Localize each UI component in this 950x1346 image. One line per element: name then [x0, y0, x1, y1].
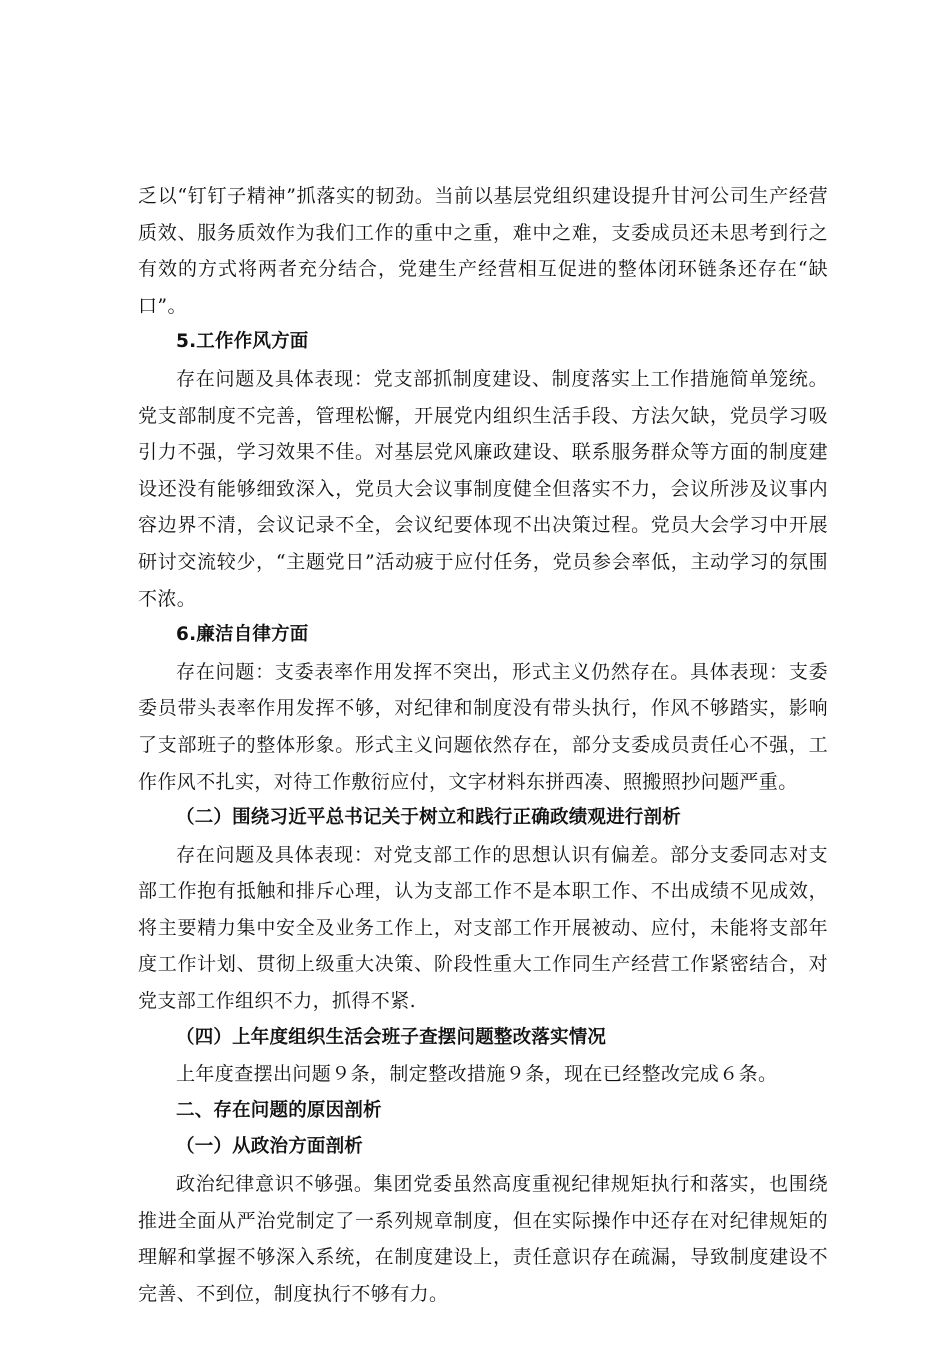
heading-integrity: 6.廉洁自律方面: [176, 624, 309, 646]
paragraph-performance-view: 存在问题及具体表现：对党支部工作的思想认识有偏差。部分支委同志对支部工作抱有抵触和排斥心理，认为支部工作不是本职工作、不出成绩不见成效，将主要精力集中安全及业务工作上，对支部工作开展被动、应付，未能将支部年度工作计划、贯彻上级重大决策、阶段性重大工作同生产经营工作紧密结合，对党支部工作组织不力，抓得不紧.: [138, 843, 828, 1013]
heading-political-analysis: （一）从政治方面剖析: [176, 1136, 364, 1158]
paragraph-rectification: 上年度查摆出问题９条，制定整改措施９条，现在已经整改完成６条。: [176, 1063, 778, 1086]
heading-performance-view: （二）围绕习近平总书记关于树立和践行正确政绩观进行剖析: [176, 807, 681, 829]
paragraph-political-analysis: 政治纪律意识不够强。集团党委虽然高度重视纪律规矩执行和落实，也围绕推进全面从严治党制定了一系列规章制度，但在实际操作中还存在对纪律规矩的理解和掌握不够深入系统，在制度建设上，责任意识存在疏漏，导致制度建设不完善、不到位，制度执行不够有力。: [138, 1173, 828, 1305]
document-body: [138, 178, 828, 1312]
paragraph-integrity: 存在问题：支委表率作用发挥不突出，形式主义仍然存在。具体表现：支委委员带头表率作用发挥不够，对纪律和制度没有带头执行，作风不够踏实，影响了支部班子的整体形象。形式主义问题依然存在，部分支委成员责任心不强，工作作风不扎实，对待工作敷衍应付，文字材料东拼西凑、照搬照抄问题严重。: [138, 660, 828, 793]
heading-cause-analysis: 二、存在问题的原因剖析: [176, 1099, 382, 1121]
heading-rectification: （四）上年度组织生活会班子查摆问题整改落实情况: [176, 1026, 607, 1048]
paragraph-work-style: 存在问题及具体表现：党支部抓制度建设、制度落实上工作措施简单笼统。党支部制度不完善，管理松懈，开展党内组织生活手段、方法欠缺，党员学习吸引力不强，学习效果不佳。对基层党风廉政建设、联系服务群众等方面的制度建设还没有能够细致深入，党员大会议事制度健全但落实不力，会议所涉及议事内容边界不清，会议记录不全，会议纪要体现不出决策过程。党员大会学习中开展研讨交流较少，“主题党日”活动疲于应付任务，党员参会率低，主动学习的氛围不浓。: [138, 367, 828, 610]
heading-work-style: 5.工作作风方面: [176, 331, 309, 353]
paragraph-continuation: 乏以“钉钉子精神”抓落实的韧劲。当前以基层党组织建设提升甘河公司生产经营质效、服务质效作为我们工作的重中之重，难中之难，支委成员还未思考到行之有效的方式将两者充分结合，党建生产经营相互促进的整体闭环链条还存在“缺口”。: [138, 185, 828, 317]
